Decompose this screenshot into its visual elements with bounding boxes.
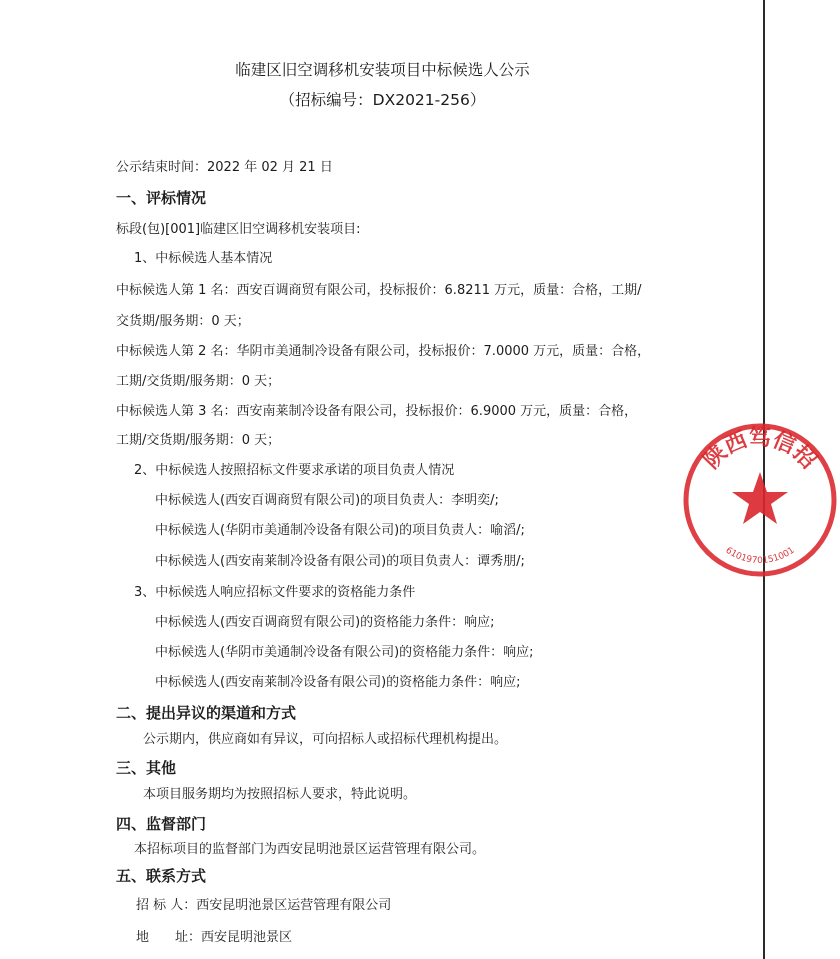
qualification-row-1: 中标候选人(西安百调商贸有限公司)的资格能力条件：响应; <box>155 615 495 630</box>
qualification-row-2: 中标候选人(华阴市美通制冷设备有限公司)的资格能力条件：响应; <box>155 645 534 660</box>
sub3-title: 3、中标候选人响应招标文件要求的资格能力条件 <box>134 585 416 600</box>
manager-row-1: 中标候选人(西安百调商贸有限公司)的项目负责人：李明奕/; <box>155 493 499 508</box>
candidate2-line1: 中标候选人第 2 名：华阴市美通制冷设备有限公司，投标报价：7.0000 万元，质量：合格， <box>116 344 651 359</box>
section4-text: 本招标项目的监督部门为西安昆明池景区运营管理有限公司。 <box>134 842 486 857</box>
contact-tenderer: 招 标 人：西安昆明池景区运营管理有限公司 <box>136 898 392 913</box>
candidate3-line2: 工期/交货期/服务期：0 天； <box>116 433 281 448</box>
document-title: 临建区旧空调移机安装项目中标候选人公示 <box>235 61 530 79</box>
bid-number: （招标编号：DX2021-256） <box>279 91 486 109</box>
section1-heading: 一、评标情况 <box>116 189 207 207</box>
candidate2-line2: 工期/交货期/服务期：0 天； <box>116 374 281 389</box>
sub1-title: 1、中标候选人基本情况 <box>134 251 273 266</box>
qualification-row-3: 中标候选人(西安南莱制冷设备有限公司)的资格能力条件：响应; <box>155 675 521 690</box>
section2-heading: 二、提出异议的渠道和方式 <box>116 704 297 722</box>
section5-heading: 五、联系方式 <box>116 867 207 885</box>
candidate1-line1: 中标候选人第 1 名：西安百调商贸有限公司，投标报价：6.8211 万元，质量：合格，工期/ <box>116 283 642 298</box>
section3-heading: 三、其他 <box>116 759 177 777</box>
company-seal-stamp <box>680 420 840 580</box>
section4-heading: 四、监督部门 <box>116 815 207 833</box>
lot-line: 标段(包)[001]临建区旧空调移机安装项目: <box>116 222 361 237</box>
section2-text: 公示期内，供应商如有异议，可向招标人或招标代理机构提出。 <box>143 732 508 747</box>
sub2-title: 2、中标候选人按照招标文件要求承诺的项目负责人情况 <box>134 463 455 478</box>
seal-star-icon <box>732 472 788 524</box>
manager-row-2: 中标候选人(华阴市美通制冷设备有限公司)的项目负责人：喻滔/; <box>155 523 525 538</box>
publicity-end-time: 公示结束时间：2022 年 02 月 21 日 <box>116 160 333 175</box>
seal-number-text: 6101970151001 <box>723 545 797 566</box>
manager-row-3: 中标候选人(西安南莱制冷设备有限公司)的项目负责人：谭秀朋/; <box>155 554 525 569</box>
candidate1-line2: 交货期/服务期：0 天； <box>116 314 250 329</box>
candidate3-line1: 中标候选人第 3 名：西安南莱制冷设备有限公司，投标报价：6.9000 万元，质量：合格， <box>116 404 638 419</box>
contact-address: 地 址：西安昆明池景区 <box>136 930 293 945</box>
section3-text: 本项目服务期均为按照招标人要求，特此说明。 <box>143 787 417 802</box>
seal-name-text: 陕西笃信招 <box>698 425 822 474</box>
